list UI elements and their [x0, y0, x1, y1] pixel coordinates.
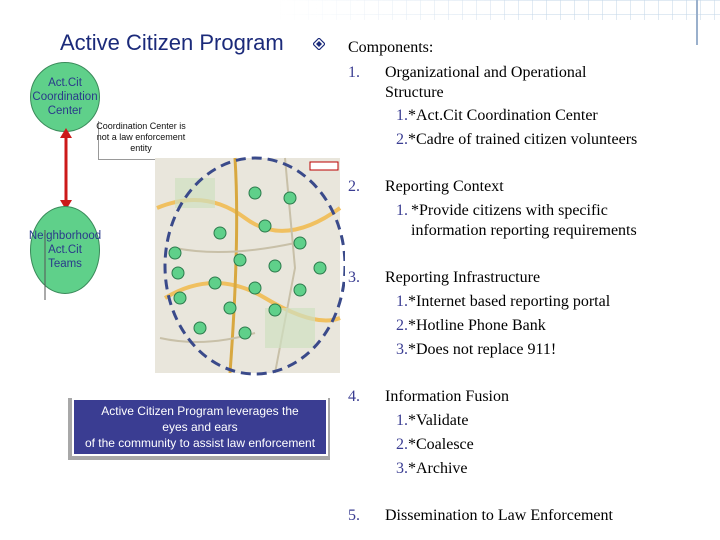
- component-text: Dissemination to Law Enforcement: [385, 507, 613, 524]
- neighborhood-map: [145, 148, 345, 378]
- sub-item: [396, 292, 716, 312]
- sub-item: [396, 459, 716, 479]
- components-heading: Components:: [348, 39, 434, 56]
- sub-number: 1.: [396, 107, 408, 124]
- sub-item: [396, 316, 716, 336]
- sub-item: [396, 411, 716, 431]
- neighborhood-teams-circle: [30, 206, 100, 294]
- neighborhood-label-3: Teams: [48, 258, 82, 270]
- sub-number: 2.: [396, 131, 408, 148]
- corner-grid-decoration: [280, 0, 720, 20]
- leverage-line-3: of the community to assist law enforcement: [84, 436, 316, 450]
- sub-number: 1.: [396, 202, 408, 219]
- sub-text: *Coalesce: [408, 436, 474, 453]
- team-bracket-line: [42, 230, 48, 300]
- sub-text: *Validate: [408, 412, 469, 429]
- component-number: 5.: [348, 507, 360, 524]
- sub-text: *Act.Cit Coordination Center: [408, 107, 598, 124]
- sub-number: 3.: [396, 460, 408, 477]
- coordination-note: Coordination Center is not a law enforcement entity: [96, 121, 186, 153]
- neighborhood-label-2: Act.Cit: [48, 244, 82, 256]
- sub-text: *Internet based reporting portal: [408, 293, 611, 310]
- component-number: 2.: [348, 178, 360, 195]
- component-text: Reporting Context: [385, 178, 504, 195]
- corner-divider-line: [696, 0, 698, 45]
- sub-number: 1.: [396, 293, 408, 310]
- sub-item: [396, 106, 716, 126]
- component-number: 3.: [348, 269, 360, 286]
- coordination-center-label-1: Act.Cit: [48, 77, 82, 89]
- leverage-line-2: eyes and ears: [162, 420, 238, 434]
- component-text: Organizational and Operational Structure: [385, 64, 587, 101]
- sub-text: *Does not replace 911!: [408, 341, 557, 358]
- component-text: Information Fusion: [385, 388, 509, 405]
- leverage-line-1: Active Citizen Program leverages the: [101, 404, 299, 418]
- sub-number: 2.: [396, 436, 408, 453]
- sub-number: 3.: [396, 341, 408, 358]
- coordination-center-circle: [30, 62, 100, 132]
- diamond-bullet-icon: [313, 38, 325, 50]
- sub-number: 2.: [396, 317, 408, 334]
- sub-text: *Provide citizens with specific information reporting requirements: [411, 202, 637, 239]
- slide-title: Active Citizen Program: [60, 30, 284, 55]
- component-number: 1.: [348, 64, 360, 81]
- sub-item: [396, 435, 716, 455]
- leverage-box: [72, 398, 328, 456]
- sub-number: 1.: [396, 412, 408, 429]
- sub-item: [396, 130, 716, 150]
- component-text: Reporting Infrastructure: [385, 269, 541, 286]
- double-arrow-icon: [56, 128, 76, 210]
- sub-text: *Hotline Phone Bank: [408, 317, 546, 334]
- coordination-center-label-3: Center: [47, 105, 83, 117]
- neighborhood-label-1: Neighborhood: [28, 230, 102, 242]
- component-number: 4.: [348, 388, 360, 405]
- sub-item: [396, 340, 716, 360]
- coordination-center-label-2: Coordination: [32, 91, 98, 103]
- sub-text: *Archive: [408, 460, 468, 477]
- sub-text: *Cadre of trained citizen volunteers: [408, 131, 638, 148]
